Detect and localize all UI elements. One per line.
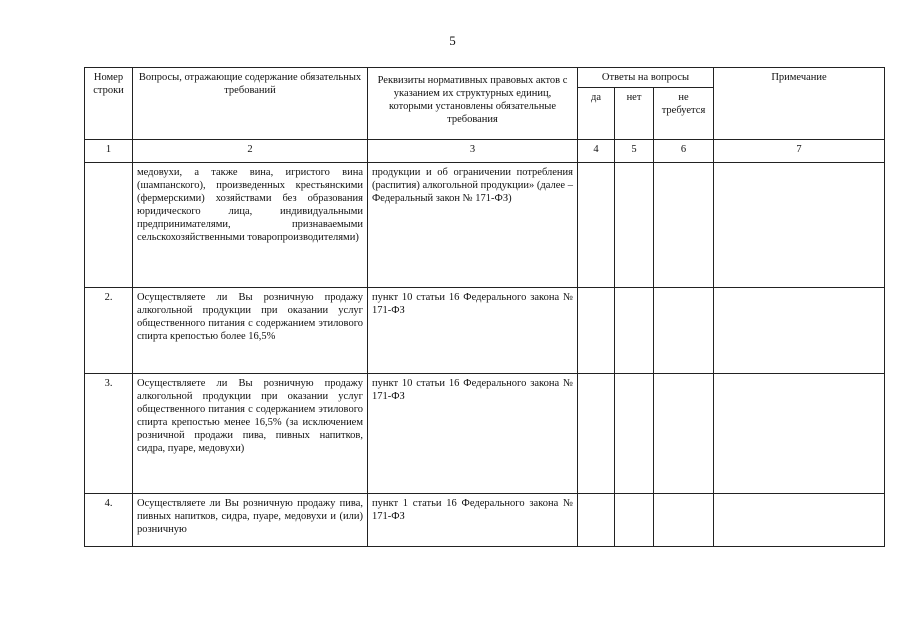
answer-yes-cell[interactable]: [578, 374, 615, 494]
requisite-text: пункт 10 статьи 16 Федерального закона № 171-ФЗ: [368, 374, 578, 494]
answer-no-cell[interactable]: [615, 374, 654, 494]
column-number: 6: [654, 140, 714, 163]
header-note: Примечание: [714, 68, 885, 140]
page-number: 5: [449, 33, 456, 48]
header-questions: Вопросы, отражающие содержание обязательных требований: [133, 68, 368, 140]
requisite-text: пункт 1 статьи 16 Федерального закона № 171-ФЗ: [368, 494, 578, 547]
answer-not-required-cell[interactable]: [654, 494, 714, 547]
requisite-text: пункт 10 статьи 16 Федерального закона № 171-ФЗ: [368, 288, 578, 374]
answer-yes-cell[interactable]: [578, 288, 615, 374]
answer-no-cell[interactable]: [615, 494, 654, 547]
table-row: [85, 288, 885, 374]
table-row: [85, 494, 885, 547]
header-row-number: Номер строки: [85, 68, 133, 140]
answer-not-required-cell[interactable]: [654, 374, 714, 494]
header-row-top: [85, 68, 885, 88]
checklist-table: [84, 67, 885, 547]
header-yes: да: [578, 88, 615, 140]
requisite-text: продукции и об ограничении потребления (распития) алкогольной продукции» (далее – Федеральный закон № 171-ФЗ): [368, 163, 578, 288]
column-numbers-row: [85, 140, 885, 163]
answer-no-cell[interactable]: [615, 163, 654, 288]
column-number: 2: [133, 140, 368, 163]
note-cell[interactable]: [714, 288, 885, 374]
answer-no-cell[interactable]: [615, 288, 654, 374]
question-text: Осуществляете ли Вы розничную продажу алкогольной продукции при оказании услуг общественного питания с содержанием этилового спирта крепостью более 16,5%: [133, 288, 368, 374]
answer-not-required-cell[interactable]: [654, 163, 714, 288]
question-text: Осуществляете ли Вы розничную продажу пива, пивных напитков, сидра, пуаре, медовухи и (или) розничную: [133, 494, 368, 547]
question-text: медовухи, а также вина, игристого вина (шампанского), произведенных крестьянскими (фермерскими) хозяйствами без образования юридического лица, индивидуальными предпринимателями, признаваемыми сельскохозяйственными товаропроизводителями): [133, 163, 368, 288]
column-number: 5: [615, 140, 654, 163]
answer-yes-cell[interactable]: [578, 494, 615, 547]
question-text: Осуществляете ли Вы розничную продажу алкогольной продукции при оказании услуг общественного питания с содержанием этилового спирта крепостью менее 16,5% (за исключением розничной продажи пива, пивных напитков, сидра, пуаре, медовухи): [133, 374, 368, 494]
header-answers: Ответы на вопросы: [578, 68, 714, 88]
answer-not-required-cell[interactable]: [654, 288, 714, 374]
column-number: 1: [85, 140, 133, 163]
table-row: [85, 374, 885, 494]
header-requisites: Реквизиты нормативных правовых актов с указанием их структурных единиц, которыми установлены обязательные требования: [368, 68, 578, 140]
column-number: 4: [578, 140, 615, 163]
note-cell[interactable]: [714, 374, 885, 494]
answer-yes-cell[interactable]: [578, 163, 615, 288]
table-row: [85, 163, 885, 288]
note-cell[interactable]: [714, 163, 885, 288]
row-number: 2.: [85, 288, 133, 374]
row-number: [85, 163, 133, 288]
column-number: 7: [714, 140, 885, 163]
column-number: 3: [368, 140, 578, 163]
note-cell[interactable]: [714, 494, 885, 547]
header-no: нет: [615, 88, 654, 140]
row-number: 3.: [85, 374, 133, 494]
header-not-required: не требуется: [654, 88, 714, 140]
row-number: 4.: [85, 494, 133, 547]
